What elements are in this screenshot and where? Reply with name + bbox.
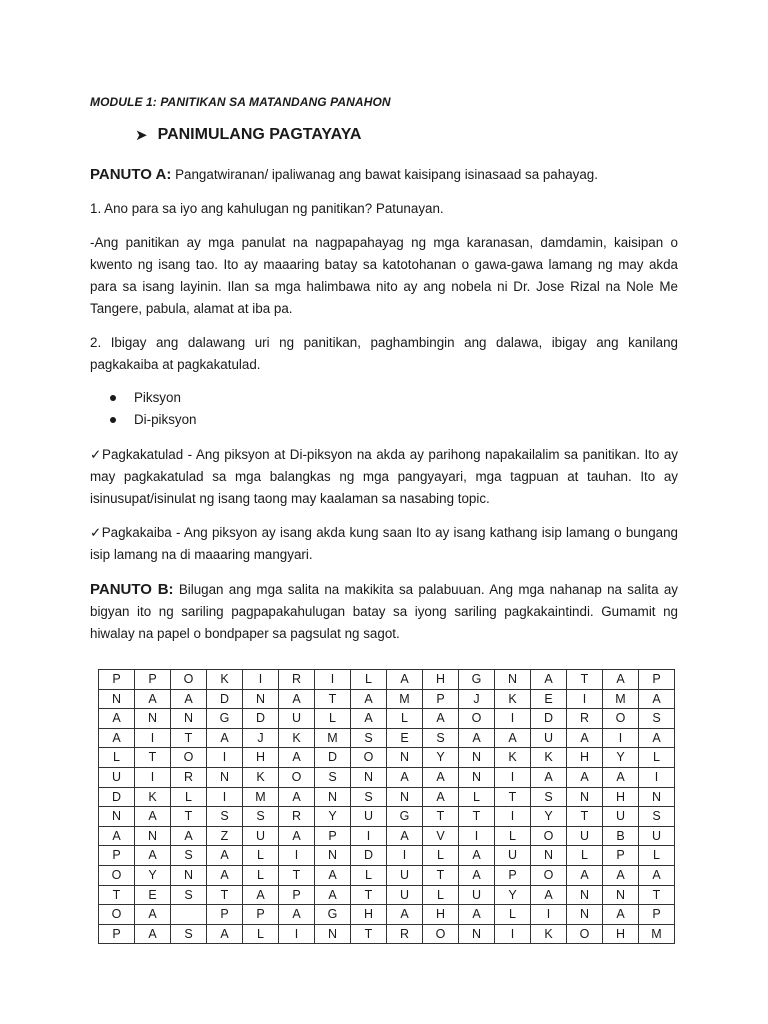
grid-cell: N xyxy=(459,748,495,768)
panuto-b-label: PANUTO B: xyxy=(90,581,174,598)
section-heading xyxy=(135,126,361,144)
grid-cell: A xyxy=(495,728,531,748)
grid-row xyxy=(99,924,675,944)
grid-cell: L xyxy=(243,865,279,885)
grid-cell: I xyxy=(495,807,531,827)
grid-cell: A xyxy=(207,846,243,866)
grid-cell: N xyxy=(351,767,387,787)
panuto-b-text: Bilugan ang mga salita na makikita sa palabuuan. Ang mga nahanap na salita ay bigyan ito ng sariling pagpapakahulugan batay sa iyong sariling pagkakaintindi. Gumamit ng hiwalay na papel o bondpaper sa pagsulat ng sagot. xyxy=(90,582,678,641)
grid-cell: B xyxy=(603,826,639,846)
grid-row xyxy=(99,728,675,748)
grid-cell: A xyxy=(243,885,279,905)
grid-cell: T xyxy=(279,865,315,885)
grid-cell: A xyxy=(99,728,135,748)
grid-cell: R xyxy=(279,670,315,690)
grid-cell: A xyxy=(315,865,351,885)
grid-cell: P xyxy=(639,905,675,925)
grid-cell: J xyxy=(459,689,495,709)
grid-cell: I xyxy=(207,787,243,807)
grid-cell: P xyxy=(99,846,135,866)
grid-cell: I xyxy=(315,670,351,690)
grid-cell: I xyxy=(603,728,639,748)
grid-cell: A xyxy=(135,905,171,925)
grid-cell: M xyxy=(315,728,351,748)
question-2: 2. Ibigay ang dalawang uri ng panitikan, paghambingin ang dalawa, ibigay ang kanilang pagkakaiba at pagkakatulad. xyxy=(90,335,678,372)
grid-cell: T xyxy=(171,728,207,748)
grid-cell: G xyxy=(207,709,243,729)
grid-cell: A xyxy=(423,787,459,807)
grid-cell: U xyxy=(531,728,567,748)
grid-cell: U xyxy=(243,826,279,846)
grid-cell: G xyxy=(459,670,495,690)
grid-cell: A xyxy=(99,709,135,729)
grid-cell: A xyxy=(351,709,387,729)
grid-cell xyxy=(171,905,207,925)
grid-cell: S xyxy=(423,728,459,748)
grid-cell: H xyxy=(243,748,279,768)
bullet-text: Di-piksyon xyxy=(134,412,197,427)
grid-cell: N xyxy=(567,905,603,925)
grid-cell: T xyxy=(495,787,531,807)
grid-cell: Z xyxy=(207,826,243,846)
grid-cell: N xyxy=(207,767,243,787)
grid-cell: K xyxy=(243,767,279,787)
grid-cell: A xyxy=(135,689,171,709)
grid-cell: P xyxy=(315,826,351,846)
grid-cell: I xyxy=(567,689,603,709)
grid-cell: U xyxy=(495,846,531,866)
grid-cell: N xyxy=(531,846,567,866)
grid-cell: A xyxy=(459,846,495,866)
list-item xyxy=(110,387,197,409)
grid-cell: R xyxy=(567,709,603,729)
grid-cell: I xyxy=(495,767,531,787)
grid-cell: U xyxy=(459,885,495,905)
grid-cell: E xyxy=(531,689,567,709)
grid-cell: N xyxy=(135,826,171,846)
grid-cell: J xyxy=(243,728,279,748)
grid-cell: H xyxy=(423,905,459,925)
grid-cell: P xyxy=(423,689,459,709)
grid-cell: O xyxy=(279,767,315,787)
grid-cell: A xyxy=(207,728,243,748)
grid-cell: M xyxy=(639,924,675,944)
grid-cell: S xyxy=(351,728,387,748)
grid-cell: L xyxy=(171,787,207,807)
grid-cell: A xyxy=(387,670,423,690)
grid-cell: P xyxy=(135,670,171,690)
grid-row xyxy=(99,885,675,905)
grid-cell: P xyxy=(279,885,315,905)
word-search-table xyxy=(98,669,675,944)
grid-cell: U xyxy=(387,865,423,885)
grid-cell: L xyxy=(459,787,495,807)
grid-cell: A xyxy=(459,728,495,748)
grid-cell: A xyxy=(639,689,675,709)
grid-row xyxy=(99,846,675,866)
grid-cell: S xyxy=(207,807,243,827)
grid-cell: L xyxy=(567,846,603,866)
grid-cell: O xyxy=(603,709,639,729)
grid-cell: A xyxy=(387,826,423,846)
grid-cell: N xyxy=(243,689,279,709)
grid-cell: U xyxy=(351,807,387,827)
panuto-b xyxy=(90,579,678,645)
grid-row xyxy=(99,905,675,925)
grid-cell: O xyxy=(423,924,459,944)
grid-cell: D xyxy=(315,748,351,768)
grid-cell: A xyxy=(135,924,171,944)
grid-cell: P xyxy=(603,846,639,866)
grid-cell: S xyxy=(171,885,207,905)
grid-cell: N xyxy=(387,748,423,768)
grid-cell: A xyxy=(279,826,315,846)
grid-cell: A xyxy=(279,748,315,768)
grid-cell: O xyxy=(171,748,207,768)
grid-cell: Y xyxy=(603,748,639,768)
grid-cell: A xyxy=(423,767,459,787)
grid-cell: A xyxy=(639,728,675,748)
grid-cell: T xyxy=(351,885,387,905)
grid-cell: N xyxy=(387,787,423,807)
grid-cell: V xyxy=(423,826,459,846)
grid-cell: A xyxy=(603,767,639,787)
grid-row xyxy=(99,807,675,827)
grid-cell: S xyxy=(639,709,675,729)
grid-cell: A xyxy=(99,826,135,846)
grid-cell: S xyxy=(639,807,675,827)
grid-cell: P xyxy=(243,905,279,925)
grid-cell: A xyxy=(603,865,639,885)
grid-cell: K xyxy=(279,728,315,748)
grid-cell: E xyxy=(135,885,171,905)
grid-row xyxy=(99,787,675,807)
grid-cell: T xyxy=(567,670,603,690)
grid-cell: I xyxy=(207,748,243,768)
grid-cell: I xyxy=(279,924,315,944)
grid-cell: A xyxy=(351,689,387,709)
grid-cell: Y xyxy=(423,748,459,768)
grid-cell: N xyxy=(495,670,531,690)
grid-cell: G xyxy=(315,905,351,925)
grid-cell: M xyxy=(387,689,423,709)
grid-cell: L xyxy=(99,748,135,768)
bullet-icon xyxy=(110,395,116,401)
grid-cell: U xyxy=(639,826,675,846)
grid-cell: A xyxy=(135,846,171,866)
grid-cell: U xyxy=(279,709,315,729)
grid-row xyxy=(99,670,675,690)
grid-cell: D xyxy=(207,689,243,709)
grid-cell: D xyxy=(351,846,387,866)
grid-cell: A xyxy=(603,905,639,925)
grid-cell: A xyxy=(423,709,459,729)
grid-cell: S xyxy=(315,767,351,787)
grid-cell: S xyxy=(171,924,207,944)
answer-1: -Ang panitikan ay mga panulat na nagpapahayag ng mga karanasan, damdamin, kaisipan o kwento ng isang tao. Ito ay maaaring batay sa katotohanan o gawa-gawa lamang ng may akda para sa isang layinin. Ilan sa mga halimbawa nito ay ang nobela ni Dr. Jose Rizal na Nole Me Tangere, pabula, alamat at iba pa. xyxy=(90,235,678,316)
grid-cell: L xyxy=(495,826,531,846)
grid-cell: T xyxy=(639,885,675,905)
grid-cell: R xyxy=(171,767,207,787)
grid-cell: O xyxy=(531,826,567,846)
grid-cell: L xyxy=(243,924,279,944)
module-title: MODULE 1: PANITIKAN SA MATANDANG PANAHON xyxy=(90,95,391,109)
grid-cell: T xyxy=(171,807,207,827)
grid-cell: L xyxy=(423,885,459,905)
grid-row xyxy=(99,689,675,709)
grid-cell: K xyxy=(495,748,531,768)
grid-row xyxy=(99,709,675,729)
grid-cell: N xyxy=(99,807,135,827)
grid-cell: T xyxy=(207,885,243,905)
grid-cell: A xyxy=(459,865,495,885)
grid-cell: L xyxy=(639,748,675,768)
grid-cell: N xyxy=(315,924,351,944)
grid-cell: T xyxy=(459,807,495,827)
list-item xyxy=(110,409,197,431)
grid-cell: Y xyxy=(495,885,531,905)
grid-cell: O xyxy=(171,670,207,690)
grid-cell: I xyxy=(639,767,675,787)
grid-cell: L xyxy=(495,905,531,925)
grid-cell: A xyxy=(459,905,495,925)
grid-row xyxy=(99,865,675,885)
grid-cell: I xyxy=(279,846,315,866)
grid-cell: G xyxy=(387,807,423,827)
bullet-icon xyxy=(110,417,116,423)
grid-cell: A xyxy=(135,807,171,827)
grid-cell: A xyxy=(315,885,351,905)
grid-cell: A xyxy=(567,865,603,885)
grid-cell: I xyxy=(495,709,531,729)
grid-cell: P xyxy=(207,905,243,925)
grid-cell: I xyxy=(135,728,171,748)
panuto-a xyxy=(90,164,678,186)
grid-cell: K xyxy=(531,924,567,944)
question-1: 1. Ano para sa iyo ang kahulugan ng panitikan? Patunayan. xyxy=(90,201,444,216)
grid-cell: H xyxy=(603,787,639,807)
grid-cell: Y xyxy=(135,865,171,885)
grid-cell: O xyxy=(99,905,135,925)
grid-cell: O xyxy=(99,865,135,885)
grid-row xyxy=(99,767,675,787)
grid-cell: H xyxy=(567,748,603,768)
grid-cell: I xyxy=(387,846,423,866)
grid-cell: N xyxy=(171,709,207,729)
grid-cell: U xyxy=(567,826,603,846)
pagkakatulad-paragraph: ✓Pagkakatulad - Ang piksyon at Di-piksyon na akda ay parihong napakailalim sa panitikan. Ito ay may pagkakatulad sa mga balangkas ng mga pangyayari, mga tagpuan at tauhan. Ito ay isinusupat/isinulat ng isang taong may kaalaman sa nasabing topic. xyxy=(90,447,678,506)
grid-cell: T xyxy=(567,807,603,827)
grid-cell: U xyxy=(603,807,639,827)
grid-cell: E xyxy=(387,728,423,748)
grid-cell: H xyxy=(603,924,639,944)
grid-cell: I xyxy=(531,905,567,925)
grid-cell: U xyxy=(99,767,135,787)
grid-cell: S xyxy=(243,807,279,827)
grid-cell: Y xyxy=(315,807,351,827)
grid-cell: M xyxy=(243,787,279,807)
grid-cell: L xyxy=(423,846,459,866)
grid-cell: L xyxy=(351,865,387,885)
heading-text: PANIMULANG PAGTAYAYA xyxy=(157,126,362,143)
grid-cell: T xyxy=(315,689,351,709)
grid-cell: A xyxy=(531,767,567,787)
grid-cell: K xyxy=(531,748,567,768)
panuto-a-label: PANUTO A: xyxy=(90,166,172,183)
grid-cell: N xyxy=(603,885,639,905)
grid-cell: Y xyxy=(531,807,567,827)
grid-cell: O xyxy=(567,924,603,944)
panuto-a-text: Pangatwiranan/ ipaliwanag ang bawat kaisipang isinasaad sa pahayag. xyxy=(171,167,598,182)
grid-cell: A xyxy=(171,689,207,709)
grid-cell: A xyxy=(279,689,315,709)
grid-cell: N xyxy=(459,924,495,944)
grid-cell: A xyxy=(279,787,315,807)
grid-cell: T xyxy=(135,748,171,768)
grid-cell: H xyxy=(351,905,387,925)
grid-cell: N xyxy=(315,846,351,866)
grid-cell: K xyxy=(135,787,171,807)
grid-cell: L xyxy=(639,846,675,866)
grid-cell: I xyxy=(459,826,495,846)
grid-cell: N xyxy=(567,787,603,807)
grid-cell: S xyxy=(351,787,387,807)
grid-cell: N xyxy=(315,787,351,807)
grid-cell: O xyxy=(531,865,567,885)
grid-cell: N xyxy=(567,885,603,905)
grid-cell: L xyxy=(351,670,387,690)
grid-cell: I xyxy=(351,826,387,846)
word-search-grid xyxy=(98,669,675,944)
bullet-text: Piksyon xyxy=(134,390,181,405)
grid-cell: T xyxy=(99,885,135,905)
grid-cell: A xyxy=(567,767,603,787)
grid-cell: N xyxy=(639,787,675,807)
grid-cell: H xyxy=(423,670,459,690)
arrowhead-icon: ➤ xyxy=(135,126,148,144)
grid-cell: S xyxy=(531,787,567,807)
grid-cell: D xyxy=(99,787,135,807)
grid-cell: L xyxy=(315,709,351,729)
grid-cell: A xyxy=(387,905,423,925)
grid-cell: P xyxy=(495,865,531,885)
grid-cell: T xyxy=(423,807,459,827)
grid-cell: T xyxy=(351,924,387,944)
grid-cell: A xyxy=(279,905,315,925)
grid-cell: O xyxy=(351,748,387,768)
grid-cell: M xyxy=(603,689,639,709)
grid-cell: A xyxy=(207,924,243,944)
grid-cell: A xyxy=(531,885,567,905)
grid-cell: L xyxy=(387,709,423,729)
pagkakaiba-paragraph: ✓Pagkakaiba - Ang piksyon ay isang akda kung saan Ito ay isang kathang isip lamang o bungang isip lamang na di maaaring mangyari. xyxy=(90,525,678,562)
grid-cell: A xyxy=(387,767,423,787)
grid-row xyxy=(99,826,675,846)
grid-cell: N xyxy=(459,767,495,787)
grid-cell: I xyxy=(135,767,171,787)
grid-row xyxy=(99,748,675,768)
grid-cell: O xyxy=(459,709,495,729)
grid-cell: A xyxy=(207,865,243,885)
grid-cell: A xyxy=(603,670,639,690)
grid-cell: T xyxy=(423,865,459,885)
grid-cell: N xyxy=(135,709,171,729)
grid-cell: A xyxy=(567,728,603,748)
grid-cell: U xyxy=(387,885,423,905)
grid-cell: A xyxy=(171,826,207,846)
grid-cell: L xyxy=(243,846,279,866)
grid-cell: N xyxy=(99,689,135,709)
grid-cell: I xyxy=(243,670,279,690)
grid-cell: A xyxy=(639,865,675,885)
grid-cell: N xyxy=(171,865,207,885)
grid-cell: D xyxy=(531,709,567,729)
bullet-list xyxy=(110,387,197,431)
grid-cell: D xyxy=(243,709,279,729)
grid-cell: P xyxy=(639,670,675,690)
grid-cell: S xyxy=(171,846,207,866)
grid-cell: K xyxy=(207,670,243,690)
grid-cell: K xyxy=(495,689,531,709)
grid-cell: I xyxy=(495,924,531,944)
grid-cell: R xyxy=(387,924,423,944)
grid-cell: R xyxy=(279,807,315,827)
grid-cell: P xyxy=(99,924,135,944)
grid-cell: A xyxy=(531,670,567,690)
grid-cell: P xyxy=(99,670,135,690)
